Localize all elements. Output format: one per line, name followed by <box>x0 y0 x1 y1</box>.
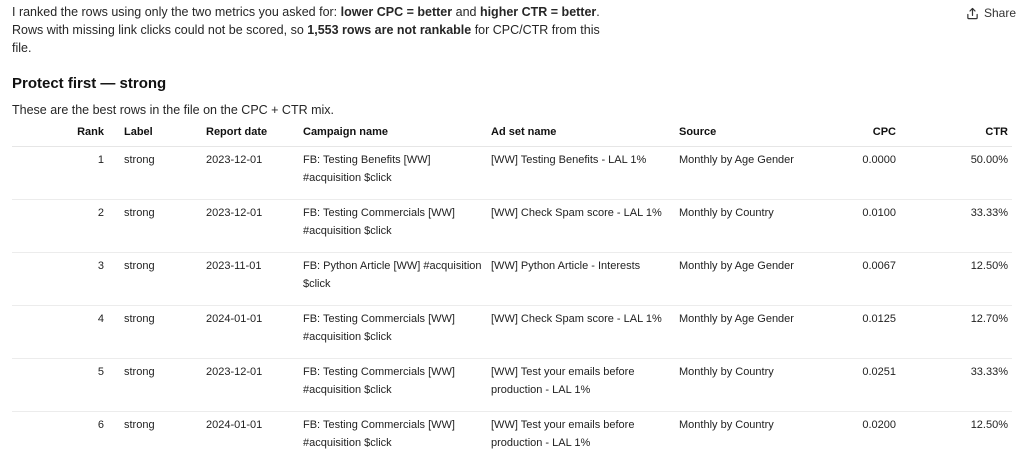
cell-ad-set-name: [WW] Check Spam score - LAL 1% <box>487 200 675 253</box>
cell-report-date: 2023-11-01 <box>202 253 299 306</box>
cell-ad-set-name: [WW] Python Article - Interests <box>487 253 675 306</box>
cell-campaign-name: FB: Testing Commercials [WW] #acquisition $click <box>299 359 487 412</box>
cell-ad-set-name: [WW] Test your emails before production - LAL 1% <box>487 359 675 412</box>
cell-cpc: 0.0200 <box>799 412 900 464</box>
cell-source: Monthly by Country <box>675 200 799 253</box>
cell-campaign-name: FB: Testing Commercials [WW] #acquisition $click <box>299 306 487 359</box>
cell-rank: 5 <box>12 359 104 412</box>
cell-rank: 3 <box>12 253 104 306</box>
cell-ctr: 33.33% <box>900 359 1012 412</box>
intro-bold-not-rankable: 1,553 rows are not rankable <box>307 23 471 37</box>
intro-bold-lower-cpc: lower CPC = better <box>341 5 453 19</box>
cell-label: strong <box>104 412 202 464</box>
table-row <box>12 359 1012 412</box>
cell-label: strong <box>104 359 202 412</box>
intro-text-3: . Rows with missing link clicks could not be scored, so <box>12 5 600 37</box>
share-label: Share <box>984 6 1016 20</box>
cell-label: strong <box>104 253 202 306</box>
cell-ad-set-name: [WW] Test your emails before production - LAL 1% <box>487 412 675 464</box>
cell-source: Monthly by Country <box>675 412 799 464</box>
cell-campaign-name: FB: Testing Commercials [WW] #acquisition $click <box>299 200 487 253</box>
cell-ctr: 50.00% <box>900 147 1012 200</box>
header-label: Label <box>104 126 202 147</box>
share-icon <box>966 7 979 20</box>
cell-label: strong <box>104 200 202 253</box>
header-ctr: CTR <box>900 126 1012 147</box>
cell-source: Monthly by Age Gender <box>675 147 799 200</box>
cell-report-date: 2023-12-01 <box>202 359 299 412</box>
cell-campaign-name: FB: Testing Benefits [WW] #acquisition $click <box>299 147 487 200</box>
ranking-table <box>12 126 1012 464</box>
cell-ctr: 12.70% <box>900 306 1012 359</box>
table-row <box>12 253 1012 306</box>
share-button[interactable] <box>966 4 1016 22</box>
intro-text-4: for CPC/CTR from this file. <box>12 23 600 55</box>
intro-paragraph <box>12 3 612 57</box>
cell-cpc: 0.0251 <box>799 359 900 412</box>
cell-source: Monthly by Age Gender <box>675 253 799 306</box>
cell-ctr: 12.50% <box>900 412 1012 464</box>
cell-cpc: 0.0067 <box>799 253 900 306</box>
table-header-row <box>12 126 1012 147</box>
table-row <box>12 200 1012 253</box>
cell-ad-set-name: [WW] Testing Benefits - LAL 1% <box>487 147 675 200</box>
table-row <box>12 147 1012 200</box>
cell-cpc: 0.0125 <box>799 306 900 359</box>
intro-text-2: and <box>452 5 480 19</box>
cell-label: strong <box>104 147 202 200</box>
cell-cpc: 0.0000 <box>799 147 900 200</box>
cell-rank: 6 <box>12 412 104 464</box>
header-ad-set-name: Ad set name <box>487 126 675 147</box>
section-heading: Protect first — strong <box>12 75 166 92</box>
cell-campaign-name: FB: Testing Commercials [WW] #acquisition $click <box>299 412 487 464</box>
cell-rank: 1 <box>12 147 104 200</box>
header-campaign-name: Campaign name <box>299 126 487 147</box>
cell-report-date: 2024-01-01 <box>202 306 299 359</box>
cell-cpc: 0.0100 <box>799 200 900 253</box>
cell-source: Monthly by Age Gender <box>675 306 799 359</box>
cell-source: Monthly by Country <box>675 359 799 412</box>
cell-rank: 2 <box>12 200 104 253</box>
intro-text-1: I ranked the rows using only the two metrics you asked for: <box>12 5 341 19</box>
header-source: Source <box>675 126 799 147</box>
table-row <box>12 306 1012 359</box>
cell-ctr: 33.33% <box>900 200 1012 253</box>
cell-ad-set-name: [WW] Check Spam score - LAL 1% <box>487 306 675 359</box>
cell-rank: 4 <box>12 306 104 359</box>
cell-report-date: 2024-01-01 <box>202 412 299 464</box>
cell-label: strong <box>104 306 202 359</box>
cell-campaign-name: FB: Python Article [WW] #acquisition $click <box>299 253 487 306</box>
cell-report-date: 2023-12-01 <box>202 147 299 200</box>
cell-report-date: 2023-12-01 <box>202 200 299 253</box>
header-report-date: Report date <box>202 126 299 147</box>
header-rank: Rank <box>12 126 104 147</box>
intro-bold-higher-ctr: higher CTR = better <box>480 5 596 19</box>
table-row <box>12 412 1012 464</box>
section-subtitle: These are the best rows in the file on the CPC + CTR mix. <box>12 103 334 117</box>
cell-ctr: 12.50% <box>900 253 1012 306</box>
header-cpc: CPC <box>799 126 900 147</box>
